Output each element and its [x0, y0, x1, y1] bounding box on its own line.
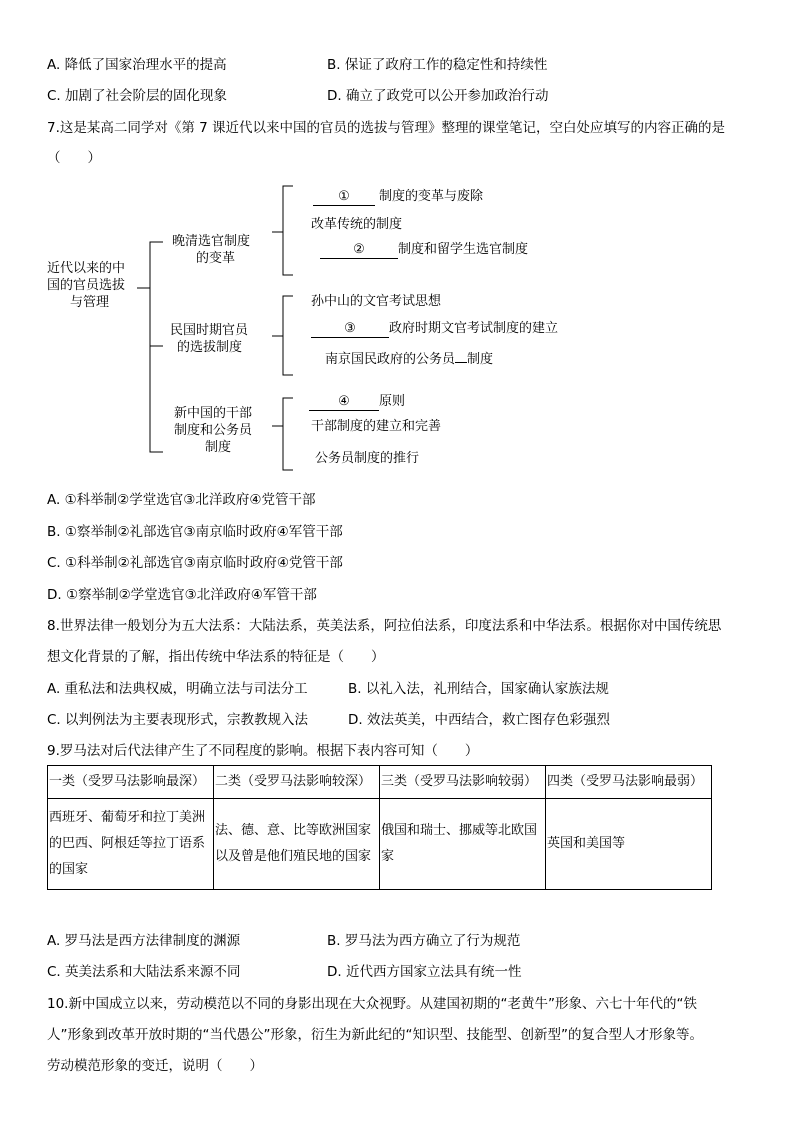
branch3-item3: 公务员制度的推行 [315, 451, 420, 466]
blank-5 [455, 362, 467, 363]
branch2-item2 [311, 320, 558, 338]
main-bracket [150, 242, 163, 452]
q7-option-a: A. ①科举制②学堂选官③北洋政府④党管干部 [47, 492, 316, 508]
branch2-item3-pre: 南京国民政府的公务员 [325, 352, 456, 367]
branch1-line-1: 晚清选官制度 [172, 234, 251, 249]
branch3-line-1: 新中国的干部 [174, 406, 253, 421]
branch3-line-2: 制度和公务员 [174, 423, 253, 438]
q7-option-c: C. ①科举制②礼部选官③南京临时政府④党管干部 [47, 555, 343, 571]
q9-stem: 9.罗马法对后代法律产生了不同程度的影响。根据下表内容可知（ ） [47, 743, 479, 759]
q8-option-d: D. 效法英美，中西结合，救亡图存色彩强烈 [348, 712, 610, 728]
q8-option-b: B. 以礼入法，礼刑结合，国家确认家族法规 [348, 681, 609, 697]
branch1-item2: 改革传统的制度 [311, 217, 403, 232]
q9-option-c: C. 英美法系和大陆法系来源不同 [47, 964, 241, 980]
branch2-item2-text: 政府时期文官考试制度的建立 [389, 321, 559, 336]
q8-option-a: A. 重私法和法典权威，明确立法与司法分工 [47, 681, 308, 697]
q10-line-2: 人”形象到改革开放时期的“当代愚公”形象，衍生为新此纪的“知识型、技能型、创新型”的复合型人才形象等。 [47, 1027, 703, 1043]
branch2-line-2: 的选拔制度 [177, 340, 243, 355]
branch3-item1 [309, 393, 405, 411]
q10-line-1: 10.新中国成立以来，劳动模范以不同的身影出现在大众视野。从建国初期的“老黄牛”形象、六七十年代的“铁 [47, 996, 697, 1012]
table-cell: 西班牙、葡萄牙和拉丁美洲的巴西、阿根廷等拉丁语系的国家 [48, 799, 214, 890]
table-header-cell: 三类（受罗马法影响较弱） [380, 766, 546, 799]
branch1-item1-text: 制度的变革与废除 [379, 189, 484, 204]
q7-stem: 7.这是某高二同学对《第 7 课近代以来中国的官员的选拔与管理》整理的课堂笔记，空白处应填写的内容正确的是 [47, 120, 726, 136]
branch1-bracket [283, 186, 293, 275]
branch1-item3-text: 制度和留学生选官制度 [398, 242, 529, 257]
root-line-3: 与管理 [70, 295, 110, 310]
branch2-item3-post: 制度 [467, 352, 494, 367]
table-cell: 俄国和瑞士、挪威等北欧国家 [380, 799, 546, 890]
q8-option-c: C. 以判例法为主要表现形式，宗教教规入法 [47, 712, 309, 728]
q6-option-b: B. 保证了政府工作的稳定性和持续性 [327, 57, 548, 73]
blank-3: ③ [311, 321, 389, 338]
q8-stem-line-1: 8.世界法律一般划分为五大法系：大陆法系，英美法系，阿拉伯法系，印度法系和中华法系。根据你对中国传统思 [47, 618, 722, 634]
q6-option-c: C. 加剧了社会阶层的固化现象 [47, 88, 228, 104]
branch2-item3 [325, 351, 493, 369]
table-cell: 英国和美国等 [546, 799, 712, 890]
q8-stem-line-2: 想文化背景的了解，指出传统中华法系的特征是（ ） [47, 649, 385, 665]
q9-option-b: B. 罗马法为西方确立了行为规范 [327, 933, 521, 949]
branch3-bracket [283, 398, 293, 470]
q9-table [47, 765, 712, 890]
table-header-cell: 二类（受罗马法影响较深） [214, 766, 380, 799]
root-line-1: 近代以来的中 [47, 261, 126, 276]
branch2-bracket [283, 296, 293, 375]
table-header-cell: 四类（受罗马法影响最弱） [546, 766, 712, 799]
q10-line-3: 劳动模范形象的变迁，说明（ ） [47, 1058, 263, 1074]
branch1-item1 [313, 188, 483, 206]
table-row [48, 799, 712, 890]
branch1-item3 [320, 241, 528, 259]
q9-option-a: A. 罗马法是西方法律制度的渊源 [47, 933, 241, 949]
table-header-row [48, 766, 712, 799]
blank-4: ④ [309, 394, 379, 411]
table-cell: 法、德、意、比等欧洲国家以及曾是他们殖民地的国家 [214, 799, 380, 890]
blank-2: ② [320, 242, 398, 259]
branch3-item1-text: 原则 [379, 394, 406, 409]
branch3-item2: 干部制度的建立和完善 [311, 419, 442, 434]
q6-option-d: D. 确立了政党可以公开参加政治行动 [327, 88, 549, 104]
q7-paren: （ ） [47, 150, 101, 166]
q6-option-a: A. 降低了国家治理水平的提高 [47, 57, 227, 73]
branch2-line-1: 民国时期官员 [170, 323, 249, 338]
branch3-line-3: 制度 [205, 440, 232, 455]
q7-option-b: B. ①察举制②礼部选官③南京临时政府④军管干部 [47, 524, 343, 540]
table-header-cell: 一类（受罗马法影响最深） [48, 766, 214, 799]
root-line-2: 国的官员选拔 [47, 278, 126, 293]
q9-option-d: D. 近代西方国家立法具有统一性 [327, 964, 522, 980]
blank-1: ① [313, 189, 375, 206]
branch1-line-2: 的变革 [196, 251, 236, 266]
q7-option-d: D. ①察举制②学堂选官③北洋政府④军管干部 [47, 587, 317, 603]
branch2-item1: 孙中山的文官考试思想 [311, 294, 442, 309]
